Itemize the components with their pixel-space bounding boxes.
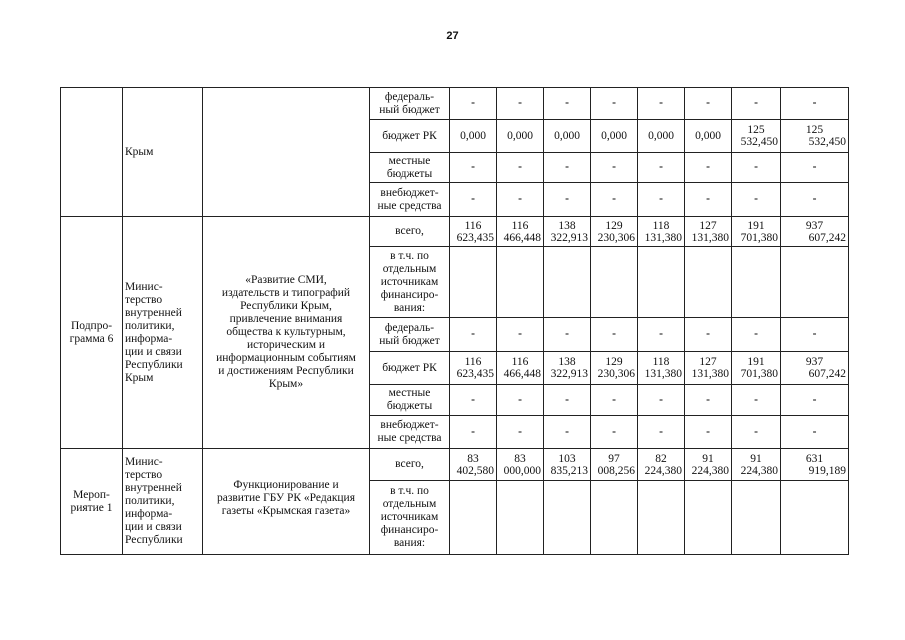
amount-cell [450, 352, 497, 385]
empty-value-cell: - [450, 416, 497, 449]
blank-cell [497, 247, 544, 318]
funding-source-cell: в т.ч. по отдельным источникам финансиро- вания: [370, 247, 450, 318]
empty-value-cell: - [638, 153, 685, 183]
amount-thousands: 129 [605, 219, 623, 232]
blank-cell [544, 481, 591, 555]
amount-thousands: 116 [511, 219, 529, 232]
empty-value-cell: - [544, 183, 591, 217]
funding-source-cell: местные бюджеты [370, 385, 450, 416]
amount-remainder: 623,435 [456, 368, 494, 380]
empty-value-cell: - [591, 153, 638, 183]
blank-cell [638, 247, 685, 318]
amount-remainder: 008,256 [597, 464, 635, 477]
amount-cell [685, 449, 732, 481]
empty-value-cell: - [497, 88, 544, 120]
empty-value-cell: - [591, 88, 638, 120]
amount-cell [497, 217, 544, 247]
amount-thousands: 631 [805, 452, 824, 465]
executor-cell: Минис- терство внутренней политики, информа- ции и связи Республики [123, 449, 203, 555]
empty-value-cell: - [638, 88, 685, 120]
empty-value-cell: - [638, 318, 685, 352]
empty-value-cell: - [732, 88, 781, 120]
empty-value-cell: - [544, 416, 591, 449]
table-row [61, 449, 849, 481]
amount-thousands: 116 [464, 219, 482, 232]
amount-thousands: 138 [558, 219, 576, 232]
amount-remainder: 224,380 [740, 464, 778, 477]
empty-value-cell: - [497, 416, 544, 449]
funding-source-cell: местные бюджеты [370, 153, 450, 183]
amount-cell [497, 352, 544, 385]
blank-cell [638, 481, 685, 555]
amount-cell [544, 217, 591, 247]
amount-remainder: 322,913 [550, 231, 588, 244]
amount-remainder: 701,380 [740, 368, 778, 380]
funding-source-cell: внебюджет- ные средства [370, 183, 450, 217]
empty-value-cell: - [781, 88, 849, 120]
funding-source-cell: внебюджет- ные средства [370, 416, 450, 449]
amount-cell [544, 352, 591, 385]
amount-thousands: 937 [805, 356, 824, 368]
amount-remainder: 131,380 [644, 368, 682, 380]
amount-cell [685, 217, 732, 247]
amount-cell [781, 352, 849, 385]
empty-value-cell: - [497, 153, 544, 183]
amount-cell [638, 449, 685, 481]
funding-source-cell: бюджет РК [370, 120, 450, 153]
program-name-cell: «Развитие СМИ, издательств и типографий Республики Крым, привлечение внимания общества к культурным, историческим и информационным событиям и достижениям Республики Крым» [203, 217, 370, 449]
amount-thousands: 83 [467, 452, 479, 465]
program-type-cell: Подпро- грамма 6 [61, 217, 123, 449]
empty-value-cell: - [638, 416, 685, 449]
empty-value-cell: - [497, 183, 544, 217]
amount-cell [638, 352, 685, 385]
amount-remainder: 402,580 [456, 464, 494, 477]
empty-value-cell: - [638, 385, 685, 416]
amount-thousands: 191 [747, 356, 765, 368]
amount-thousands: 937 [805, 219, 824, 232]
empty-value-cell: - [685, 318, 732, 352]
amount-thousands: 138 [558, 356, 576, 368]
amount-cell [591, 352, 638, 385]
empty-value-cell: - [544, 153, 591, 183]
empty-value-cell: - [685, 416, 732, 449]
empty-value-cell: - [544, 88, 591, 120]
empty-value-cell: - [591, 318, 638, 352]
empty-value-cell: - [781, 153, 849, 183]
amount-thousands: 82 [655, 452, 667, 465]
program-type-cell: Мероп- риятие 1 [61, 449, 123, 555]
amount-remainder: 131,380 [691, 231, 729, 244]
blank-cell [450, 247, 497, 318]
funding-source-cell: федераль- ный бюджет [370, 318, 450, 352]
funding-source-cell: всего, [370, 449, 450, 481]
amount-thousands: 116 [464, 356, 482, 368]
amount-thousands: 91 [702, 452, 714, 465]
empty-value-cell: - [685, 153, 732, 183]
amount-thousands: 118 [652, 356, 670, 368]
amount-cell: 0,000 [591, 120, 638, 153]
amount-cell [544, 449, 591, 481]
amount-cell: 0,000 [685, 120, 732, 153]
empty-value-cell: - [781, 318, 849, 352]
budget-table [60, 87, 849, 555]
empty-value-cell: - [591, 183, 638, 217]
amount-cell: 0,000 [497, 120, 544, 153]
amount-cell: 0,000 [638, 120, 685, 153]
amount-thousands: 127 [699, 356, 717, 368]
amount-thousands: 83 [514, 452, 526, 465]
funding-source-cell: бюджет РК [370, 352, 450, 385]
empty-value-cell: - [732, 385, 781, 416]
blank-cell [450, 481, 497, 555]
amount-remainder: 623,435 [456, 231, 494, 244]
empty-value-cell: - [781, 416, 849, 449]
empty-value-cell: - [732, 416, 781, 449]
amount-remainder: 000,000 [503, 464, 541, 477]
amount-cell [591, 217, 638, 247]
empty-value-cell: - [450, 183, 497, 217]
amount-remainder: 224,380 [644, 464, 682, 477]
amount-cell [781, 120, 849, 153]
amount-remainder: 224,380 [691, 464, 729, 477]
amount-thousands: 125 [805, 124, 824, 136]
amount-remainder: 131,380 [691, 368, 729, 380]
amount-thousands: 97 [608, 452, 620, 465]
executor-cell: Крым [123, 88, 203, 217]
blank-cell [544, 247, 591, 318]
program-name-cell: Функционирование и развитие ГБУ РК «Редакция газеты «Крымская газета» [203, 449, 370, 555]
empty-value-cell: - [497, 385, 544, 416]
amount-remainder: 532,450 [808, 136, 846, 148]
empty-value-cell: - [732, 153, 781, 183]
amount-thousands: 116 [511, 356, 529, 368]
amount-cell [732, 120, 781, 153]
amount-remainder: 835,213 [550, 464, 588, 477]
amount-remainder: 322,913 [550, 368, 588, 380]
amount-remainder: 230,306 [597, 368, 635, 380]
amount-cell [781, 449, 849, 481]
amount-cell [685, 352, 732, 385]
amount-thousands: 191 [747, 219, 765, 232]
empty-value-cell: - [544, 318, 591, 352]
amount-remainder: 919,189 [808, 464, 846, 477]
amount-cell [497, 449, 544, 481]
blank-cell [497, 481, 544, 555]
empty-value-cell: - [450, 88, 497, 120]
empty-value-cell: - [450, 153, 497, 183]
empty-value-cell: - [638, 183, 685, 217]
amount-thousands: 91 [750, 452, 762, 465]
blank-cell [685, 247, 732, 318]
amount-cell [732, 217, 781, 247]
amount-remainder: 230,306 [597, 231, 635, 244]
amount-cell [591, 449, 638, 481]
amount-cell [732, 449, 781, 481]
blank-cell [781, 247, 849, 318]
amount-thousands: 118 [652, 219, 670, 232]
empty-value-cell: - [781, 183, 849, 217]
amount-remainder: 131,380 [644, 231, 682, 244]
amount-cell: 0,000 [450, 120, 497, 153]
blank-cell [591, 247, 638, 318]
empty-value-cell: - [450, 385, 497, 416]
empty-value-cell: - [544, 385, 591, 416]
empty-value-cell: - [781, 385, 849, 416]
empty-value-cell: - [732, 183, 781, 217]
table-row [61, 88, 849, 120]
blank-cell [591, 481, 638, 555]
amount-cell [450, 217, 497, 247]
amount-cell: 0,000 [544, 120, 591, 153]
amount-remainder: 466,448 [503, 231, 541, 244]
page-number: 27 [446, 30, 459, 42]
blank-cell [781, 481, 849, 555]
amount-cell [638, 217, 685, 247]
amount-thousands: 125 [747, 124, 765, 136]
empty-value-cell: - [732, 318, 781, 352]
blank-cell [732, 247, 781, 318]
empty-value-cell: - [591, 416, 638, 449]
amount-thousands: 127 [699, 219, 717, 232]
empty-value-cell: - [685, 385, 732, 416]
blank-cell [732, 481, 781, 555]
amount-remainder: 607,242 [808, 368, 846, 380]
amount-remainder: 532,450 [740, 136, 778, 148]
empty-value-cell: - [450, 318, 497, 352]
empty-value-cell: - [685, 183, 732, 217]
amount-thousands: 129 [605, 356, 623, 368]
amount-remainder: 701,380 [740, 231, 778, 244]
amount-remainder: 607,242 [808, 231, 846, 244]
empty-value-cell: - [497, 318, 544, 352]
empty-value-cell: - [685, 88, 732, 120]
blank-cell [685, 481, 732, 555]
amount-cell [781, 217, 849, 247]
table-row [61, 217, 849, 247]
funding-source-cell: в т.ч. по отдельным источникам финансиро- вания: [370, 481, 450, 555]
program-type-cell [61, 88, 123, 217]
executor-cell: Минис- терство внутренней политики, информа- ции и связи Республики Крым [123, 217, 203, 449]
amount-thousands: 103 [558, 452, 576, 465]
program-name-cell [203, 88, 370, 217]
empty-value-cell: - [591, 385, 638, 416]
funding-source-cell: федераль- ный бюджет [370, 88, 450, 120]
amount-cell [450, 449, 497, 481]
amount-cell [732, 352, 781, 385]
amount-remainder: 466,448 [503, 368, 541, 380]
funding-source-cell: всего, [370, 217, 450, 247]
